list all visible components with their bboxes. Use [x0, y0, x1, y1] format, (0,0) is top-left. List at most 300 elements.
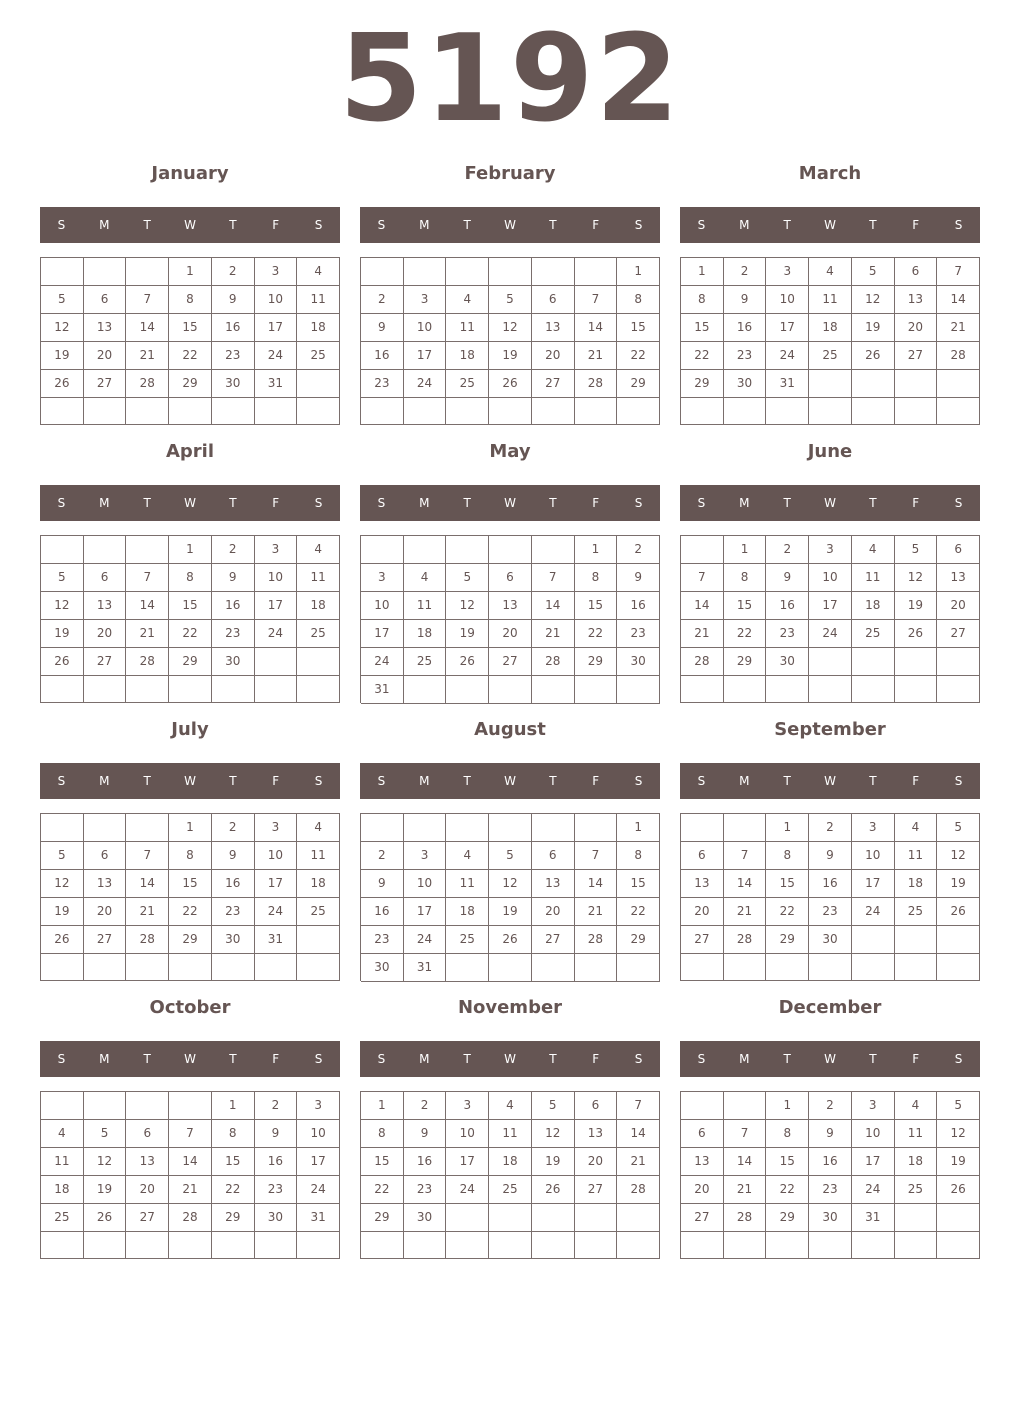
day-cell[interactable]: 29: [617, 926, 660, 954]
day-cell[interactable]: 9: [724, 286, 767, 314]
day-cell[interactable]: 16: [361, 342, 404, 370]
day-cell[interactable]: 21: [575, 342, 618, 370]
day-cell[interactable]: 10: [404, 870, 447, 898]
day-cell[interactable]: 23: [724, 342, 767, 370]
day-cell[interactable]: 4: [852, 536, 895, 564]
day-cell[interactable]: 20: [681, 1176, 724, 1204]
day-cell[interactable]: 21: [724, 1176, 767, 1204]
day-cell[interactable]: 11: [895, 842, 938, 870]
day-cell[interactable]: 1: [169, 814, 212, 842]
day-cell[interactable]: 26: [532, 1176, 575, 1204]
day-cell[interactable]: 5: [532, 1092, 575, 1120]
day-cell[interactable]: 6: [681, 842, 724, 870]
day-cell[interactable]: 20: [532, 342, 575, 370]
day-cell[interactable]: 19: [41, 898, 84, 926]
day-cell[interactable]: 15: [169, 592, 212, 620]
day-cell[interactable]: 30: [809, 926, 852, 954]
day-cell[interactable]: 8: [169, 564, 212, 592]
day-cell[interactable]: 25: [446, 370, 489, 398]
day-cell[interactable]: 9: [766, 564, 809, 592]
day-cell[interactable]: 19: [895, 592, 938, 620]
day-cell[interactable]: 22: [766, 1176, 809, 1204]
day-cell[interactable]: 2: [212, 536, 255, 564]
day-cell[interactable]: 11: [297, 286, 340, 314]
day-cell[interactable]: 21: [724, 898, 767, 926]
day-cell[interactable]: 30: [255, 1204, 298, 1232]
day-cell[interactable]: 29: [617, 370, 660, 398]
day-cell[interactable]: 13: [489, 592, 532, 620]
day-cell[interactable]: 18: [809, 314, 852, 342]
day-cell[interactable]: 27: [126, 1204, 169, 1232]
day-cell[interactable]: 12: [895, 564, 938, 592]
day-cell[interactable]: 20: [937, 592, 980, 620]
day-cell[interactable]: 12: [41, 870, 84, 898]
day-cell[interactable]: 5: [41, 842, 84, 870]
day-cell[interactable]: 29: [575, 648, 618, 676]
day-cell[interactable]: 1: [575, 536, 618, 564]
day-cell[interactable]: 18: [895, 870, 938, 898]
day-cell[interactable]: 14: [724, 1148, 767, 1176]
day-cell[interactable]: 7: [681, 564, 724, 592]
day-cell[interactable]: 3: [297, 1092, 340, 1120]
day-cell[interactable]: 26: [84, 1204, 127, 1232]
day-cell[interactable]: 1: [617, 814, 660, 842]
day-cell[interactable]: 9: [212, 842, 255, 870]
day-cell[interactable]: 24: [852, 1176, 895, 1204]
day-cell[interactable]: 28: [617, 1176, 660, 1204]
day-cell[interactable]: 24: [255, 620, 298, 648]
day-cell[interactable]: 15: [617, 870, 660, 898]
day-cell[interactable]: 11: [852, 564, 895, 592]
day-cell[interactable]: 12: [489, 314, 532, 342]
day-cell[interactable]: 6: [126, 1120, 169, 1148]
day-cell[interactable]: 22: [361, 1176, 404, 1204]
day-cell[interactable]: 2: [809, 814, 852, 842]
day-cell[interactable]: 6: [937, 536, 980, 564]
day-cell[interactable]: 16: [404, 1148, 447, 1176]
day-cell[interactable]: 16: [809, 1148, 852, 1176]
day-cell[interactable]: 18: [404, 620, 447, 648]
day-cell[interactable]: 12: [446, 592, 489, 620]
day-cell[interactable]: 6: [895, 258, 938, 286]
day-cell[interactable]: 17: [255, 870, 298, 898]
day-cell[interactable]: 13: [681, 870, 724, 898]
day-cell[interactable]: 20: [489, 620, 532, 648]
day-cell[interactable]: 31: [255, 926, 298, 954]
day-cell[interactable]: 14: [126, 592, 169, 620]
day-cell[interactable]: 9: [361, 870, 404, 898]
day-cell[interactable]: 7: [126, 286, 169, 314]
day-cell[interactable]: 22: [212, 1176, 255, 1204]
day-cell[interactable]: 27: [84, 370, 127, 398]
day-cell[interactable]: 6: [489, 564, 532, 592]
day-cell[interactable]: 18: [297, 314, 340, 342]
day-cell[interactable]: 30: [809, 1204, 852, 1232]
day-cell[interactable]: 25: [404, 648, 447, 676]
day-cell[interactable]: 28: [724, 1204, 767, 1232]
day-cell[interactable]: 20: [84, 620, 127, 648]
day-cell[interactable]: 4: [446, 286, 489, 314]
day-cell[interactable]: 9: [809, 1120, 852, 1148]
day-cell[interactable]: 26: [895, 620, 938, 648]
day-cell[interactable]: 20: [532, 898, 575, 926]
day-cell[interactable]: 27: [84, 926, 127, 954]
day-cell[interactable]: 3: [361, 564, 404, 592]
day-cell[interactable]: 3: [852, 1092, 895, 1120]
day-cell[interactable]: 2: [255, 1092, 298, 1120]
day-cell[interactable]: 24: [446, 1176, 489, 1204]
day-cell[interactable]: 26: [489, 370, 532, 398]
day-cell[interactable]: 29: [724, 648, 767, 676]
day-cell[interactable]: 16: [361, 898, 404, 926]
day-cell[interactable]: 1: [361, 1092, 404, 1120]
day-cell[interactable]: 1: [681, 258, 724, 286]
day-cell[interactable]: 1: [766, 1092, 809, 1120]
day-cell[interactable]: 27: [575, 1176, 618, 1204]
day-cell[interactable]: 24: [297, 1176, 340, 1204]
day-cell[interactable]: 12: [852, 286, 895, 314]
day-cell[interactable]: 10: [852, 842, 895, 870]
day-cell[interactable]: 17: [404, 342, 447, 370]
day-cell[interactable]: 26: [937, 898, 980, 926]
day-cell[interactable]: 29: [361, 1204, 404, 1232]
day-cell[interactable]: 17: [404, 898, 447, 926]
day-cell[interactable]: 3: [446, 1092, 489, 1120]
day-cell[interactable]: 27: [895, 342, 938, 370]
day-cell[interactable]: 9: [404, 1120, 447, 1148]
day-cell[interactable]: 27: [532, 926, 575, 954]
day-cell[interactable]: 16: [212, 870, 255, 898]
day-cell[interactable]: 31: [766, 370, 809, 398]
day-cell[interactable]: 23: [212, 898, 255, 926]
day-cell[interactable]: 23: [404, 1176, 447, 1204]
day-cell[interactable]: 15: [766, 870, 809, 898]
day-cell[interactable]: 9: [617, 564, 660, 592]
day-cell[interactable]: 20: [895, 314, 938, 342]
day-cell[interactable]: 19: [532, 1148, 575, 1176]
day-cell[interactable]: 8: [766, 842, 809, 870]
day-cell[interactable]: 17: [766, 314, 809, 342]
day-cell[interactable]: 7: [169, 1120, 212, 1148]
day-cell[interactable]: 16: [766, 592, 809, 620]
day-cell[interactable]: 21: [126, 620, 169, 648]
day-cell[interactable]: 26: [41, 370, 84, 398]
day-cell[interactable]: 2: [766, 536, 809, 564]
day-cell[interactable]: 22: [724, 620, 767, 648]
day-cell[interactable]: 3: [809, 536, 852, 564]
day-cell[interactable]: 18: [895, 1148, 938, 1176]
day-cell[interactable]: 10: [255, 564, 298, 592]
day-cell[interactable]: 15: [361, 1148, 404, 1176]
day-cell[interactable]: 3: [255, 814, 298, 842]
day-cell[interactable]: 14: [575, 314, 618, 342]
day-cell[interactable]: 24: [255, 342, 298, 370]
day-cell[interactable]: 25: [297, 898, 340, 926]
day-cell[interactable]: 24: [255, 898, 298, 926]
day-cell[interactable]: 18: [41, 1176, 84, 1204]
day-cell[interactable]: 28: [681, 648, 724, 676]
day-cell[interactable]: 14: [724, 870, 767, 898]
day-cell[interactable]: 17: [809, 592, 852, 620]
day-cell[interactable]: 18: [852, 592, 895, 620]
day-cell[interactable]: 5: [446, 564, 489, 592]
day-cell[interactable]: 12: [41, 314, 84, 342]
day-cell[interactable]: 7: [126, 564, 169, 592]
day-cell[interactable]: 7: [724, 842, 767, 870]
day-cell[interactable]: 24: [766, 342, 809, 370]
day-cell[interactable]: 24: [852, 898, 895, 926]
day-cell[interactable]: 20: [84, 342, 127, 370]
day-cell[interactable]: 20: [575, 1148, 618, 1176]
day-cell[interactable]: 5: [41, 286, 84, 314]
day-cell[interactable]: 25: [41, 1204, 84, 1232]
day-cell[interactable]: 28: [126, 370, 169, 398]
day-cell[interactable]: 13: [937, 564, 980, 592]
day-cell[interactable]: 27: [937, 620, 980, 648]
day-cell[interactable]: 8: [766, 1120, 809, 1148]
day-cell[interactable]: 21: [681, 620, 724, 648]
day-cell[interactable]: 14: [126, 870, 169, 898]
day-cell[interactable]: 15: [169, 870, 212, 898]
day-cell[interactable]: 19: [41, 620, 84, 648]
day-cell[interactable]: 4: [297, 814, 340, 842]
day-cell[interactable]: 5: [852, 258, 895, 286]
day-cell[interactable]: 9: [255, 1120, 298, 1148]
day-cell[interactable]: 2: [212, 258, 255, 286]
day-cell[interactable]: 18: [489, 1148, 532, 1176]
day-cell[interactable]: 18: [446, 342, 489, 370]
day-cell[interactable]: 5: [489, 842, 532, 870]
day-cell[interactable]: 17: [255, 592, 298, 620]
day-cell[interactable]: 9: [809, 842, 852, 870]
day-cell[interactable]: 10: [361, 592, 404, 620]
day-cell[interactable]: 30: [212, 926, 255, 954]
day-cell[interactable]: 28: [575, 370, 618, 398]
day-cell[interactable]: 19: [489, 342, 532, 370]
day-cell[interactable]: 3: [852, 814, 895, 842]
day-cell[interactable]: 25: [895, 1176, 938, 1204]
day-cell[interactable]: 31: [255, 370, 298, 398]
day-cell[interactable]: 2: [617, 536, 660, 564]
day-cell[interactable]: 11: [809, 286, 852, 314]
day-cell[interactable]: 17: [446, 1148, 489, 1176]
day-cell[interactable]: 10: [255, 286, 298, 314]
day-cell[interactable]: 29: [681, 370, 724, 398]
day-cell[interactable]: 12: [937, 1120, 980, 1148]
day-cell[interactable]: 28: [724, 926, 767, 954]
day-cell[interactable]: 19: [41, 342, 84, 370]
day-cell[interactable]: 2: [724, 258, 767, 286]
day-cell[interactable]: 2: [809, 1092, 852, 1120]
day-cell[interactable]: 16: [255, 1148, 298, 1176]
day-cell[interactable]: 27: [84, 648, 127, 676]
day-cell[interactable]: 28: [575, 926, 618, 954]
day-cell[interactable]: 8: [575, 564, 618, 592]
day-cell[interactable]: 7: [937, 258, 980, 286]
day-cell[interactable]: 8: [617, 286, 660, 314]
day-cell[interactable]: 5: [84, 1120, 127, 1148]
day-cell[interactable]: 21: [532, 620, 575, 648]
day-cell[interactable]: 19: [489, 898, 532, 926]
day-cell[interactable]: 6: [84, 842, 127, 870]
day-cell[interactable]: 2: [212, 814, 255, 842]
day-cell[interactable]: 17: [297, 1148, 340, 1176]
day-cell[interactable]: 16: [212, 592, 255, 620]
day-cell[interactable]: 13: [84, 870, 127, 898]
day-cell[interactable]: 15: [617, 314, 660, 342]
day-cell[interactable]: 25: [297, 620, 340, 648]
day-cell[interactable]: 14: [126, 314, 169, 342]
day-cell[interactable]: 3: [404, 286, 447, 314]
day-cell[interactable]: 8: [681, 286, 724, 314]
day-cell[interactable]: 12: [489, 870, 532, 898]
day-cell[interactable]: 28: [169, 1204, 212, 1232]
day-cell[interactable]: 7: [532, 564, 575, 592]
day-cell[interactable]: 19: [852, 314, 895, 342]
day-cell[interactable]: 1: [724, 536, 767, 564]
day-cell[interactable]: 26: [489, 926, 532, 954]
day-cell[interactable]: 26: [41, 926, 84, 954]
day-cell[interactable]: 13: [84, 314, 127, 342]
day-cell[interactable]: 6: [532, 286, 575, 314]
day-cell[interactable]: 21: [126, 342, 169, 370]
day-cell[interactable]: 23: [212, 620, 255, 648]
day-cell[interactable]: 6: [681, 1120, 724, 1148]
day-cell[interactable]: 22: [575, 620, 618, 648]
day-cell[interactable]: 5: [937, 814, 980, 842]
day-cell[interactable]: 4: [809, 258, 852, 286]
day-cell[interactable]: 9: [212, 564, 255, 592]
day-cell[interactable]: 23: [809, 1176, 852, 1204]
day-cell[interactable]: 29: [212, 1204, 255, 1232]
day-cell[interactable]: 11: [895, 1120, 938, 1148]
day-cell[interactable]: 15: [766, 1148, 809, 1176]
day-cell[interactable]: 1: [169, 258, 212, 286]
day-cell[interactable]: 6: [84, 286, 127, 314]
day-cell[interactable]: 23: [255, 1176, 298, 1204]
day-cell[interactable]: 21: [169, 1176, 212, 1204]
day-cell[interactable]: 30: [766, 648, 809, 676]
day-cell[interactable]: 3: [404, 842, 447, 870]
day-cell[interactable]: 17: [852, 870, 895, 898]
day-cell[interactable]: 8: [212, 1120, 255, 1148]
day-cell[interactable]: 31: [297, 1204, 340, 1232]
day-cell[interactable]: 26: [446, 648, 489, 676]
day-cell[interactable]: 30: [617, 648, 660, 676]
day-cell[interactable]: 14: [169, 1148, 212, 1176]
day-cell[interactable]: 1: [169, 536, 212, 564]
day-cell[interactable]: 26: [852, 342, 895, 370]
day-cell[interactable]: 8: [617, 842, 660, 870]
day-cell[interactable]: 6: [575, 1092, 618, 1120]
day-cell[interactable]: 4: [297, 258, 340, 286]
day-cell[interactable]: 15: [724, 592, 767, 620]
day-cell[interactable]: 25: [297, 342, 340, 370]
day-cell[interactable]: 24: [361, 648, 404, 676]
day-cell[interactable]: 26: [937, 1176, 980, 1204]
day-cell[interactable]: 4: [446, 842, 489, 870]
day-cell[interactable]: 1: [617, 258, 660, 286]
day-cell[interactable]: 25: [895, 898, 938, 926]
day-cell[interactable]: 19: [84, 1176, 127, 1204]
day-cell[interactable]: 23: [212, 342, 255, 370]
day-cell[interactable]: 25: [446, 926, 489, 954]
day-cell[interactable]: 22: [617, 898, 660, 926]
day-cell[interactable]: 1: [766, 814, 809, 842]
day-cell[interactable]: 15: [575, 592, 618, 620]
day-cell[interactable]: 17: [852, 1148, 895, 1176]
day-cell[interactable]: 15: [681, 314, 724, 342]
day-cell[interactable]: 28: [937, 342, 980, 370]
day-cell[interactable]: 25: [489, 1176, 532, 1204]
day-cell[interactable]: 15: [212, 1148, 255, 1176]
day-cell[interactable]: 11: [446, 870, 489, 898]
day-cell[interactable]: 7: [617, 1092, 660, 1120]
day-cell[interactable]: 11: [297, 564, 340, 592]
day-cell[interactable]: 23: [809, 898, 852, 926]
day-cell[interactable]: 4: [895, 1092, 938, 1120]
day-cell[interactable]: 22: [169, 898, 212, 926]
day-cell[interactable]: 10: [446, 1120, 489, 1148]
day-cell[interactable]: 30: [212, 648, 255, 676]
day-cell[interactable]: 24: [404, 370, 447, 398]
day-cell[interactable]: 31: [404, 954, 447, 982]
day-cell[interactable]: 25: [852, 620, 895, 648]
day-cell[interactable]: 22: [169, 342, 212, 370]
day-cell[interactable]: 10: [809, 564, 852, 592]
day-cell[interactable]: 14: [937, 286, 980, 314]
day-cell[interactable]: 14: [532, 592, 575, 620]
day-cell[interactable]: 8: [169, 286, 212, 314]
day-cell[interactable]: 28: [126, 926, 169, 954]
day-cell[interactable]: 3: [766, 258, 809, 286]
day-cell[interactable]: 19: [446, 620, 489, 648]
day-cell[interactable]: 22: [617, 342, 660, 370]
day-cell[interactable]: 5: [895, 536, 938, 564]
day-cell[interactable]: 4: [895, 814, 938, 842]
day-cell[interactable]: 10: [297, 1120, 340, 1148]
day-cell[interactable]: 31: [852, 1204, 895, 1232]
day-cell[interactable]: 27: [681, 926, 724, 954]
day-cell[interactable]: 15: [169, 314, 212, 342]
day-cell[interactable]: 31: [361, 676, 404, 704]
day-cell[interactable]: 22: [766, 898, 809, 926]
day-cell[interactable]: 18: [297, 592, 340, 620]
day-cell[interactable]: 3: [255, 258, 298, 286]
day-cell[interactable]: 11: [404, 592, 447, 620]
day-cell[interactable]: 18: [297, 870, 340, 898]
day-cell[interactable]: 10: [404, 314, 447, 342]
day-cell[interactable]: 22: [169, 620, 212, 648]
day-cell[interactable]: 17: [255, 314, 298, 342]
day-cell[interactable]: 30: [361, 954, 404, 982]
day-cell[interactable]: 13: [681, 1148, 724, 1176]
day-cell[interactable]: 4: [404, 564, 447, 592]
day-cell[interactable]: 5: [937, 1092, 980, 1120]
day-cell[interactable]: 5: [489, 286, 532, 314]
day-cell[interactable]: 12: [84, 1148, 127, 1176]
day-cell[interactable]: 5: [41, 564, 84, 592]
day-cell[interactable]: 4: [297, 536, 340, 564]
day-cell[interactable]: 13: [575, 1120, 618, 1148]
day-cell[interactable]: 29: [169, 370, 212, 398]
day-cell[interactable]: 1: [212, 1092, 255, 1120]
day-cell[interactable]: 12: [532, 1120, 575, 1148]
day-cell[interactable]: 7: [575, 842, 618, 870]
day-cell[interactable]: 14: [617, 1120, 660, 1148]
day-cell[interactable]: 6: [84, 564, 127, 592]
day-cell[interactable]: 13: [126, 1148, 169, 1176]
